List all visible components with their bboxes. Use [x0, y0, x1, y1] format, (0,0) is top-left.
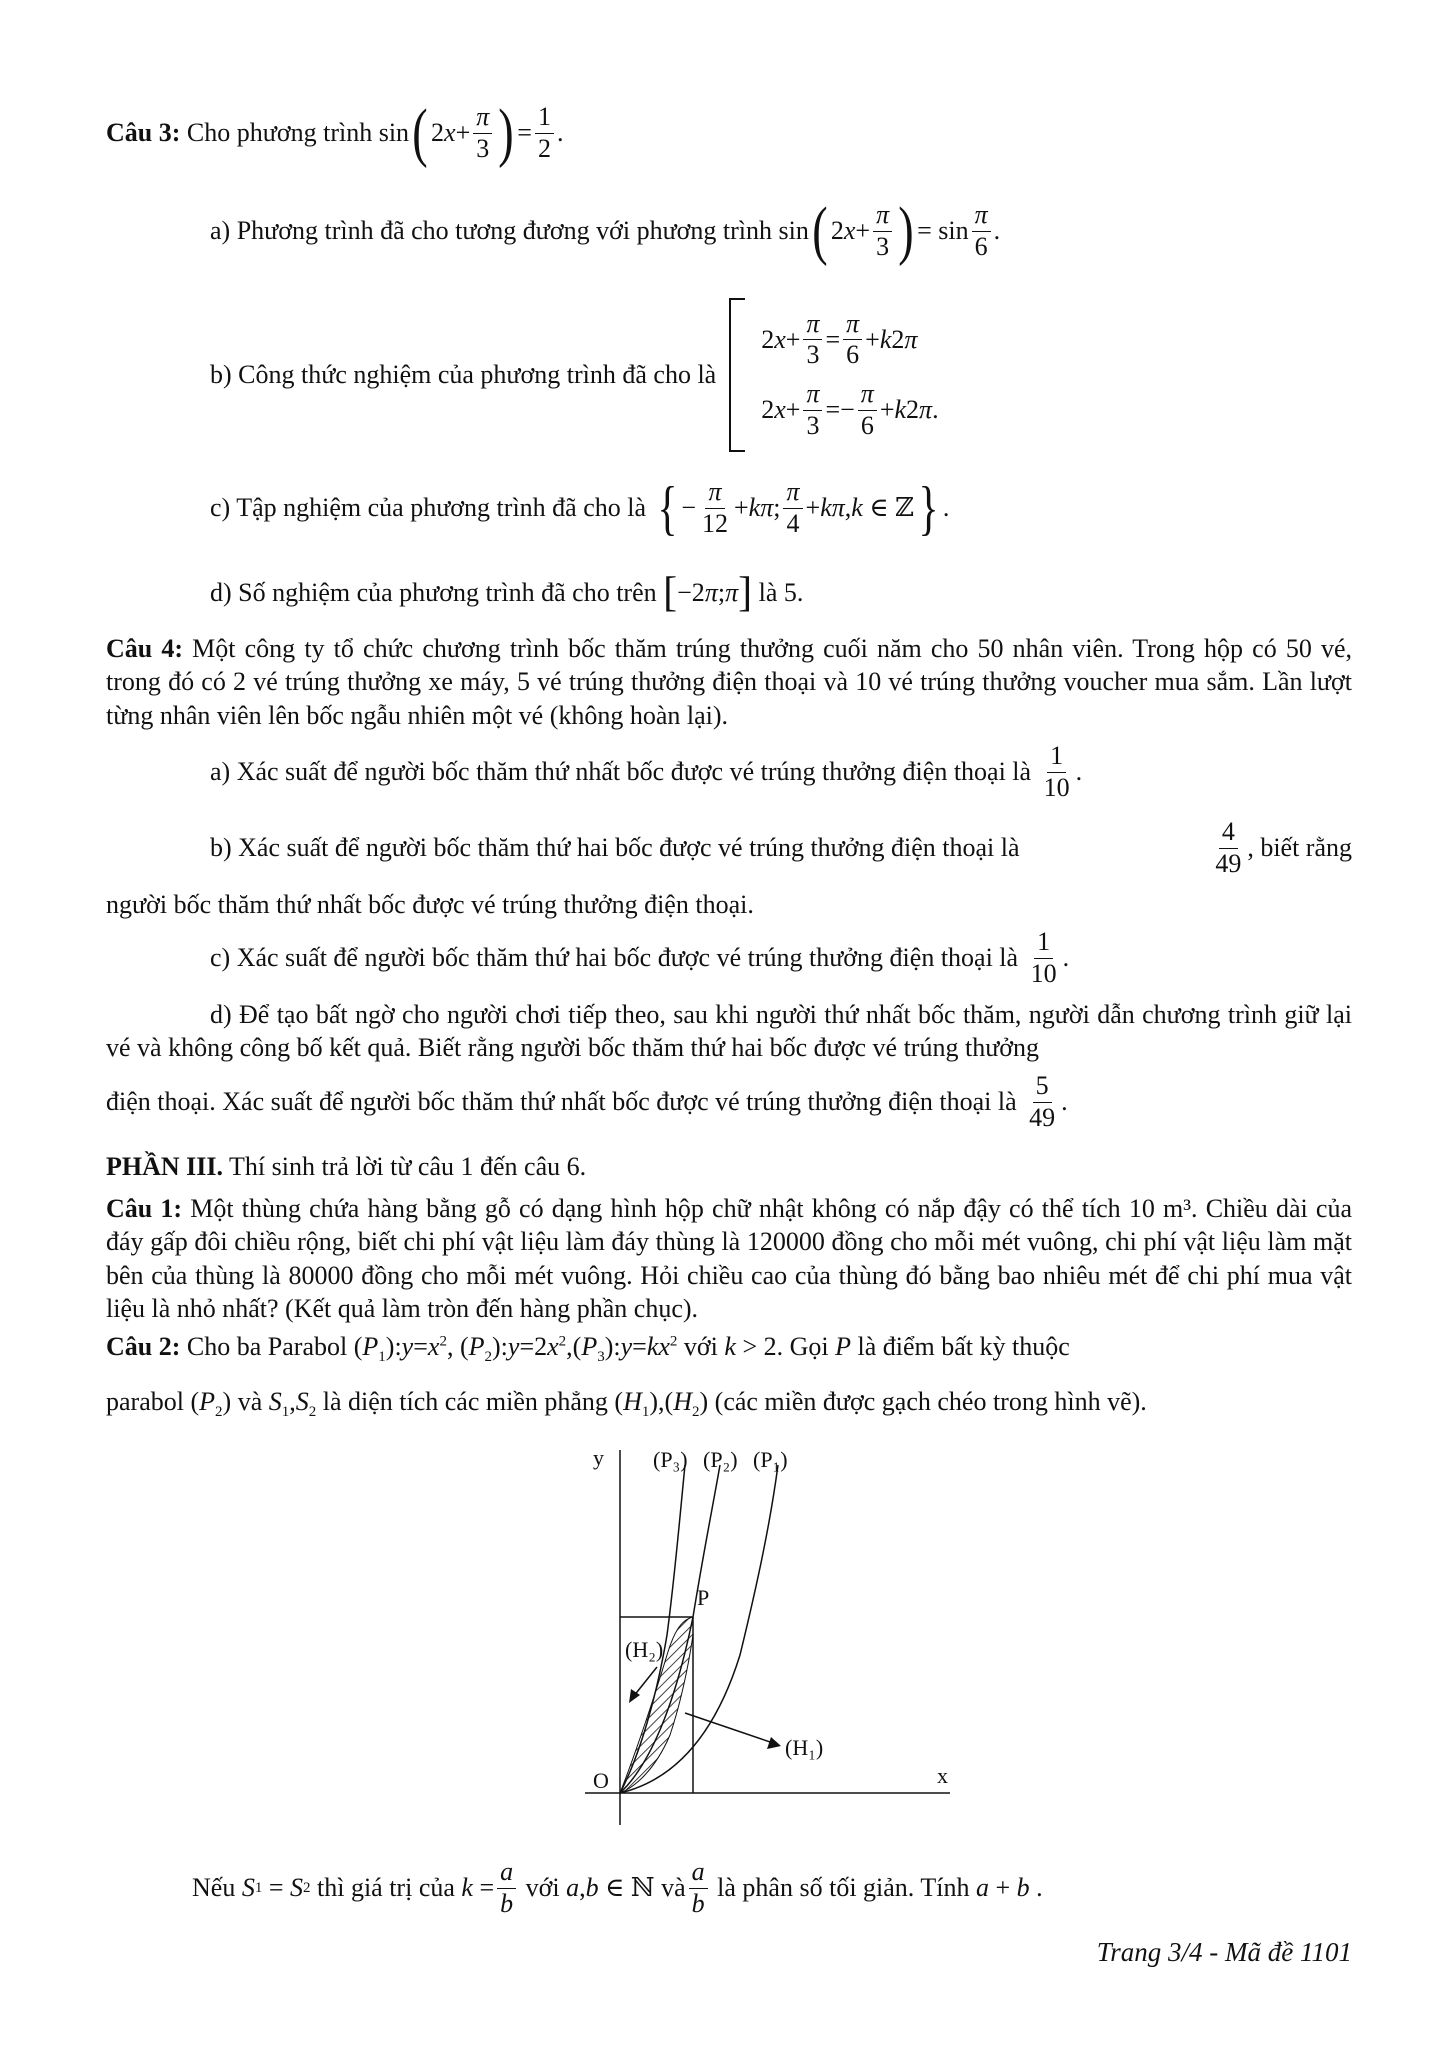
p3-cau1-label: Câu 1: — [106, 1194, 183, 1223]
p3-cau2-t8: (các miền được gạch chéo trong hình vẽ). — [714, 1387, 1147, 1417]
label-h2: (H₂) — [625, 1637, 664, 1662]
cau3-a — [210, 194, 1352, 267]
p3-cau2-t5: parabol — [106, 1387, 184, 1417]
cau4-text: Một công ty tổ chức chương trình bốc thăm trúng thưởng cuối năm cho 50 nhân viên. Trong hộp có 50 vé, trong đó có 2 vé trúng thưởng xe máy, 5 vé trúng thưởng điện thoại và 10 vé trúng thưởng voucher mua sắm. Lần lượt từng nhân viên lên bốc ngẫu nhiên một vé (không hoàn lại). — [106, 634, 1352, 730]
cau3-d — [210, 572, 1352, 614]
cau4-a: a) Xác suất để người bốc thăm thứ nhất bốc được vé trúng thưởng điện thoại là $\frac{1}{10}$ . — [210, 741, 1083, 802]
cau3-intro: Cho phương trình — [186, 118, 373, 148]
p3-cau1 — [106, 1192, 1352, 1325]
p3-cau2-t6: và — [237, 1387, 263, 1417]
cau4-b-cont: người bốc thăm thứ nhất bốc được vé trúng thưởng điện thoại. — [106, 890, 754, 919]
cau3-d-text: d) Số nghiệm của phương trình đã cho trên — [210, 578, 657, 608]
cau4-d-frac: $\frac{5}{49}$ — [1029, 1071, 1056, 1132]
cau3-a-equation: sin ( 2 x + $\frac{\pi}{3}$ ) = sin $\frac{\pi}{6}$ . — [778, 194, 1001, 267]
page-footer: Trang 3/4 - Mã đề 1101 — [1096, 1937, 1352, 1967]
cau3-c — [210, 475, 1352, 542]
cau4-d1: d) Để tạo bất ngờ cho người chơi tiếp theo, sau khi người thứ nhất bốc thăm, người dẫn chương trình giữ lại vé và không công bố kết quả. Biết rằng người bốc thăm thứ hai bốc được vé trúng thưởng — [106, 1000, 1352, 1063]
cau3-b-system: 2 x + $\frac{\pi}{3}$ = $\frac{\pi}{6}$ + k 2 π 2 x + $\frac{\pi}{3}$ =− $\frac{\pi}{6}$ + k 2 π . — [729, 298, 938, 452]
cau4-b-post: , biết rằng — [1247, 833, 1352, 863]
cau4-b-text: b) Xác suất để người bốc thăm thứ hai bốc được vé trúng thưởng điện thoại là — [210, 833, 1020, 863]
cau4-c-text: c) Xác suất để người bốc thăm thứ hai bốc được vé trúng thưởng điện thoại là — [210, 943, 1019, 973]
p3-cau2-t3: . Gọi — [776, 1332, 829, 1361]
arrow-h1 — [685, 1713, 773, 1743]
cau3-d-post: là 5. — [758, 578, 804, 608]
x-axis-label: x — [937, 1763, 948, 1788]
cau4-b — [210, 818, 1352, 878]
p3-cau2-t7: là diện tích các miền phẳng — [322, 1387, 608, 1417]
cau3-b-text: b) Công thức nghiệm của phương trình đã cho là — [210, 360, 717, 390]
cau4-c: c) Xác suất để người bốc thăm thứ hai bốc được vé trúng thưởng điện thoại là $\frac{1}{10}$ . — [210, 927, 1070, 988]
y-axis-label: y — [593, 1445, 604, 1470]
cau3-d-interval: [ −2 π ; π ] — [663, 570, 753, 616]
p3-cau2-last3: với — [525, 1873, 560, 1903]
p3-cau2-t4: là điểm bất kỳ thuộc — [857, 1332, 1070, 1361]
cau4-c-frac: $\frac{1}{10}$ — [1030, 927, 1057, 988]
cau4-d2-text: điện thoại. Xác suất để người bốc thăm thứ nhất bốc được vé trúng thưởng điện thoại là — [106, 1087, 1017, 1117]
cau3-c-set: { − $\frac{\pi}{12}$ + kπ ; $\frac{\pi}{4}$ + kπ , k ∈ ℤ } . — [656, 475, 950, 542]
parabola-figure — [545, 1435, 965, 1845]
p3-cau2-t1: Cho ba Parabol — [186, 1332, 348, 1361]
cau3-question — [106, 96, 1352, 169]
cau3-a-text: a) Phương trình đã cho tương đương với phương trình — [210, 216, 773, 246]
p3-cau2: Câu 2: Cho ba Parabol $(P_1):y=x^2$, $(P_2):y=2x^2,(P_3):y=kx^2$ với k > 2. Gọi P là điểm bất kỳ thuộc parabol $(P_2)$ và $S_1,S_2$ là diện tích các miền phẳng $(H_1),(H_2)$ (các miền được gạch chéo trong hình vẽ). — [106, 1332, 1147, 1421]
cau3-b — [210, 298, 1352, 452]
cau3-c-text: c) Tập nghiệm của phương trình đã cho là — [210, 493, 647, 523]
arrow-h2 — [633, 1667, 657, 1697]
cau4-a-frac: $\frac{1}{10}$ — [1043, 741, 1070, 802]
label-p2: (P₂) — [703, 1447, 738, 1472]
origin-label: O — [593, 1768, 609, 1793]
label-p3: (P₃) — [653, 1447, 688, 1472]
cau3-equation: sin ( 2 x + $\frac{\pi}{3}$ ) = $\frac{1}{2}$ . — [378, 96, 564, 169]
p3-cau2-last2: thì giá trị của — [317, 1873, 455, 1903]
label-p: P — [697, 1585, 710, 1610]
cau4-d2: điện thoại. Xác suất để người bốc thăm thứ nhất bốc được vé trúng thưởng điện thoại là $\frac{5}{49}$ . — [106, 1071, 1068, 1132]
cau4-a-text: a) Xác suất để người bốc thăm thứ nhất bốc được vé trúng thưởng điện thoại là — [210, 757, 1032, 787]
p3-cau2-t2: với — [683, 1332, 718, 1361]
parabola-p2 — [620, 1465, 720, 1793]
cau4-b-frac: $\frac{4}{49}$ — [1215, 817, 1242, 878]
p3-cau1-text: Một thùng chứa hàng bằng gỗ có dạng hình hộp chữ nhật không có nắp đậy có thể tích 10 m³. Chiều dài của đáy gấp đôi chiều rộng, biết chi phí vật liệu làm đáy thùng là 120000 đồng cho mỗi mét vuông, chi phí vật liệu làm mặt bên của thùng là 80000 đồng cho mỗi mét vuông. Hỏi chiều cao của thùng đó bằng bao nhiêu mét để chi phí mua vật liệu là nhỏ nhất? (Kết quả làm tròn đến hàng phần chục). — [106, 1194, 1352, 1323]
phan3-label: PHẦN III. — [106, 1152, 224, 1181]
label-p1: (P₁) — [753, 1447, 788, 1472]
p3-cau2-last5: là phân số tối giản. Tính — [717, 1873, 970, 1903]
cau3-label: Câu 3: — [106, 118, 181, 148]
p3-cau2-last4: và — [661, 1873, 686, 1903]
cau4-label: Câu 4: — [106, 634, 184, 663]
phan3-text: Thí sinh trả lời từ câu 1 đến câu 6. — [229, 1152, 587, 1181]
cau4-question — [106, 632, 1352, 732]
phan3-heading — [106, 1150, 1352, 1183]
p3-cau2-label: Câu 2: — [106, 1332, 181, 1361]
p3-cau2-last1: Nếu — [192, 1873, 236, 1903]
p3-cau2-final: Nếu S 1 = S 2 thì giá trị của k = $\frac{a}{b}$ với a , b ∈ ℕ và $\frac{a}{b}$ là phân số tối giản. Tính a + b . — [192, 1857, 1043, 1918]
label-h1: (H₁) — [785, 1735, 824, 1760]
